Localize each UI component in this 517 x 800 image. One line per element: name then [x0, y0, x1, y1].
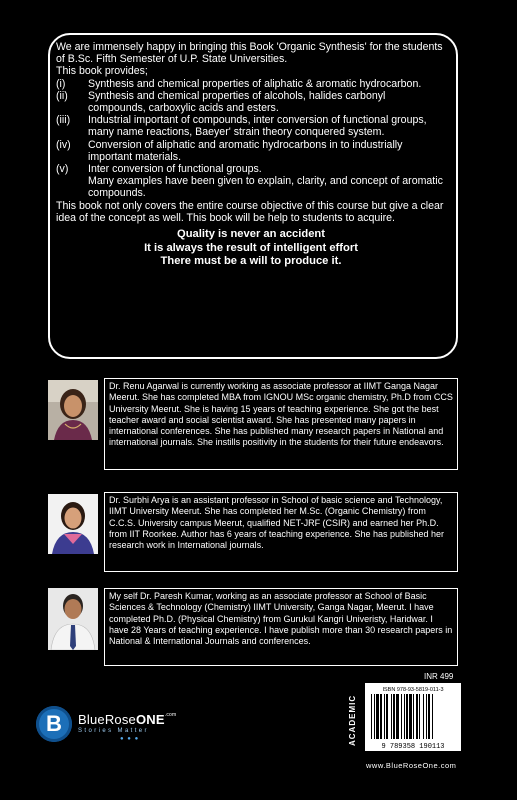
provides-list: [56, 78, 446, 200]
publisher-dotcom: .com: [164, 712, 177, 718]
author-block: [48, 492, 458, 572]
barcode-bar: [409, 694, 412, 739]
barcode-bars: [371, 694, 433, 739]
price: INR 499: [424, 672, 454, 681]
author-photo: [48, 380, 98, 440]
barcode-bar: [401, 694, 402, 739]
list-item: [56, 175, 446, 199]
list-num: (iii): [56, 114, 71, 127]
quote: [56, 228, 446, 269]
list-item: [56, 114, 446, 138]
list-text: Many examples have been given to explain, clarity, and concept of aromatic compounds.: [88, 175, 443, 200]
author-photo: [48, 494, 98, 554]
quote-line: There must be a will to produce it.: [160, 255, 342, 268]
barcode-bar: [371, 694, 372, 739]
publisher-name: [78, 712, 176, 727]
intro-paragraph: We are immensely happy in bringing this Book 'Organic Synthesis' for the students of B.Sc. Fifth Semester of U.P. State Universities.: [56, 41, 443, 66]
author-bio: Dr. Renu Agarwal is currently working as associate professor at IIMT Ganga Nagar Meerut. She has completed MBA from IGNOU MSc organic chemistry, Ph.D from CCS University Meerut. She is having 15 years of teaching experience. She got the best teacher award and social scientist award. She has presented many papers in international conferences. She has published many research papers in National and international journals. She instills positivity in the students for their future endeavors.: [104, 378, 458, 470]
barcode: [365, 683, 461, 751]
barcode-bar: [426, 694, 427, 739]
publisher-url: www.BlueRoseOne.com: [366, 761, 457, 770]
barcode-bar: [380, 694, 382, 739]
list-text: Inter conversion of functional groups.: [88, 163, 262, 176]
list-num: [56, 175, 88, 199]
author-block: [48, 378, 458, 470]
category-label: [346, 680, 358, 750]
intro-box: [48, 33, 458, 359]
list-num: (i): [56, 77, 66, 90]
publisher-logo-icon: B: [36, 706, 72, 742]
list-item: [56, 90, 446, 114]
barcode-bar: [428, 694, 430, 739]
barcode-bar: [391, 694, 392, 739]
author-photo: [48, 588, 98, 650]
list-num: (iv): [56, 138, 71, 151]
barcode-bar: [384, 694, 385, 739]
quote-line: It is always the result of intelligent effort: [144, 241, 358, 254]
barcode-bar: [374, 694, 375, 739]
list-text: Conversion of aliphatic and aromatic hydrocarbons in to industrially important materials.: [88, 138, 403, 163]
author-block: [48, 588, 458, 666]
list-item: [56, 78, 446, 90]
barcode-bar: [432, 694, 433, 739]
category-text: ACADEMIC: [348, 694, 357, 746]
list-text: Synthesis and chemical properties of alcohols, halides carbonyl compounds, carboxylic acids and esters.: [88, 89, 386, 115]
publisher-name-suffix: ONE: [135, 712, 165, 727]
list-text: Industrial important of compounds, inter conversion of functional groups, many name reactions, Baeyer' strain theory conquered system.: [88, 114, 427, 139]
barcode-bar: [423, 694, 424, 739]
barcode-bar: [419, 694, 420, 739]
intro-lead: This book provides;: [56, 65, 148, 78]
isbn-text: ISBN 978-93-5819-011-3: [382, 687, 444, 693]
quote-line: Quality is never an accident: [177, 228, 325, 241]
publisher-name-text: BlueRose: [78, 712, 136, 727]
list-item: [56, 163, 446, 175]
barcode-digits: 9 789358 190113: [381, 743, 445, 751]
list-num: (ii): [56, 89, 68, 102]
list-num: (v): [56, 163, 69, 176]
author-bio: Dr. Surbhi Arya is an assistant professor in School of basic science and Technology, IIMT University Meerut. She has completed her M.Sc. (Organic Chemistry) from C.C.S. University campus Meerut, qualified NET-JRF (CSIR) and earned her Ph.D. from IIT Roorkee. Author has 6 years of teaching experience. She has published her research work in International journals.: [104, 492, 458, 572]
barcode-bar: [386, 694, 388, 739]
barcode-bar: [396, 694, 399, 739]
barcode-bar: [393, 694, 395, 739]
barcode-bar: [416, 694, 418, 739]
barcode-bar: [406, 694, 408, 739]
list-item: [56, 139, 446, 163]
barcode-bar: [413, 694, 414, 739]
publisher-logo: [36, 706, 206, 744]
social-icons: ● ● ●: [120, 736, 140, 742]
barcode-bar: [404, 694, 405, 739]
list-text: Synthesis and chemical properties of aliphatic & aromatic hydrocarbon.: [88, 77, 422, 90]
intro-closing: This book not only covers the entire course objective of this course but give a clear idea of the concept as well. This book will be help to students to acquire.: [56, 199, 444, 224]
publisher-tagline: Stories Matter: [78, 728, 149, 734]
barcode-bar: [376, 694, 379, 739]
author-bio: My self Dr. Paresh Kumar, working as an associate professor at School of Basic Sciences & Technology (Chemistry) IIMT University, Ganga Nagar, Meerut. I have completed Ph.D. (Physical Chemistry) from Gurukul Kangri Univeristy, Haridwar. I have 28 Years of teaching experience. I have publish more than 30 research papers in National & International Journals and conferences.: [104, 588, 458, 666]
